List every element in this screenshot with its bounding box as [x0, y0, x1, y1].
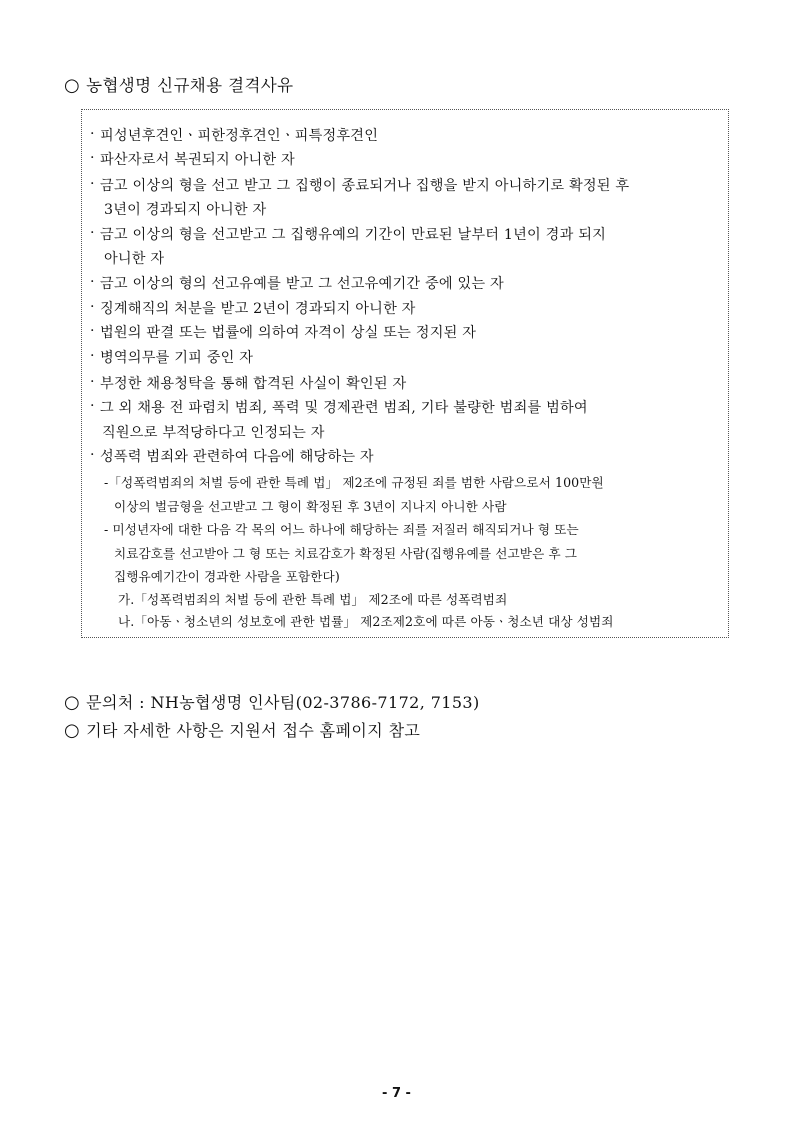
bullet-icon: · — [90, 447, 95, 463]
bullet-icon: · — [90, 126, 95, 142]
bullet-icon: · — [90, 176, 95, 192]
sub-item: - 미성년자에 대한 다음 각 목의 어느 하나에 해당하는 죄를 저질러 해직되거나 형 또는 — [104, 522, 579, 537]
list-item: 그 외 채용 전 파렴치 범죄, 폭력 및 경제관련 범죄, 기타 불량한 범죄를 범하여 — [100, 400, 588, 416]
list-item-continued: 3년이 경과되지 아니한 자 — [104, 202, 267, 218]
sub-sub-item: 나.「아동ㆍ청소년의 성보호에 관한 법률」 제2조제2호에 따른 아동ㆍ청소년 대상 성범죄 — [118, 614, 614, 629]
bullet-icon: · — [90, 299, 95, 315]
list-item: 파산자로서 복권되지 아니한 자 — [100, 152, 295, 168]
list-item-continued: 아니한 자 — [104, 251, 165, 267]
bullet-icon: · — [90, 225, 95, 241]
contact-line: ○ 문의처 : NH농협생명 인사팀(02-3786-7172, 7153) — [64, 692, 480, 713]
bullet-icon: · — [90, 374, 95, 390]
sub-item-continued: 치료감호를 선고받아 그 형 또는 치료감호가 확정된 사람(집행유예를 선고받은 후 그 — [114, 546, 578, 561]
page-number: - 7 - — [382, 1086, 411, 1101]
list-item: 징계해직의 처분을 받고 2년이 경과되지 아니한 자 — [100, 301, 416, 317]
list-item: 금고 이상의 형을 선고 받고 그 집행이 종료되거나 집행을 받지 아니하기로 확정된 후 — [100, 178, 630, 194]
section-title: ○ 농협생명 신규채용 결격사유 — [64, 75, 294, 96]
circle-bullet-icon: ○ — [64, 75, 81, 96]
list-item: 부정한 채용청탁을 통해 합격된 사실이 확인된 자 — [100, 376, 407, 392]
sub-item-continued: 이상의 벌금형을 선고받고 그 형이 확정된 후 3년이 지나지 아니한 사람 — [114, 499, 507, 514]
notice-line: ○ 기타 자세한 사항은 지원서 접수 홈페이지 참고 — [64, 720, 421, 741]
circle-bullet-icon: ○ — [64, 692, 81, 713]
list-item-continued: 직원으로 부적당하다고 인정되는 자 — [102, 425, 325, 441]
bullet-icon: · — [90, 348, 95, 364]
bullet-icon: · — [90, 150, 95, 166]
bullet-icon: · — [90, 398, 95, 414]
list-item: 금고 이상의 형의 선고유예를 받고 그 선고유예기간 중에 있는 자 — [100, 276, 504, 292]
list-item: 피성년후견인ㆍ피한정후견인ㆍ피특정후견인 — [100, 128, 379, 144]
sub-item: -「성폭력범죄의 처벌 등에 관한 특례 법」 제2조에 규정된 죄를 범한 사람으로서 100만원 — [104, 475, 604, 490]
bullet-icon: · — [90, 323, 95, 339]
bullet-icon: · — [90, 274, 95, 290]
list-item: 성폭력 범죄와 관련하여 다음에 해당하는 자 — [100, 449, 374, 465]
list-item: 법원의 판결 또는 법률에 의하여 자격이 상실 또는 정지된 자 — [100, 325, 477, 341]
sub-sub-item: 가.「성폭력범죄의 처벌 등에 관한 특례 법」 제2조에 따른 성폭력범죄 — [118, 592, 508, 607]
disqualification-box — [81, 109, 729, 638]
list-item: 금고 이상의 형을 선고받고 그 집행유예의 기간이 만료된 날부터 1년이 경과 되지 — [100, 227, 607, 243]
circle-bullet-icon: ○ — [64, 720, 81, 741]
list-item: 병역의무를 기피 중인 자 — [100, 350, 254, 366]
sub-item-continued: 집행유예기간이 경과한 사람을 포함한다) — [114, 569, 340, 584]
